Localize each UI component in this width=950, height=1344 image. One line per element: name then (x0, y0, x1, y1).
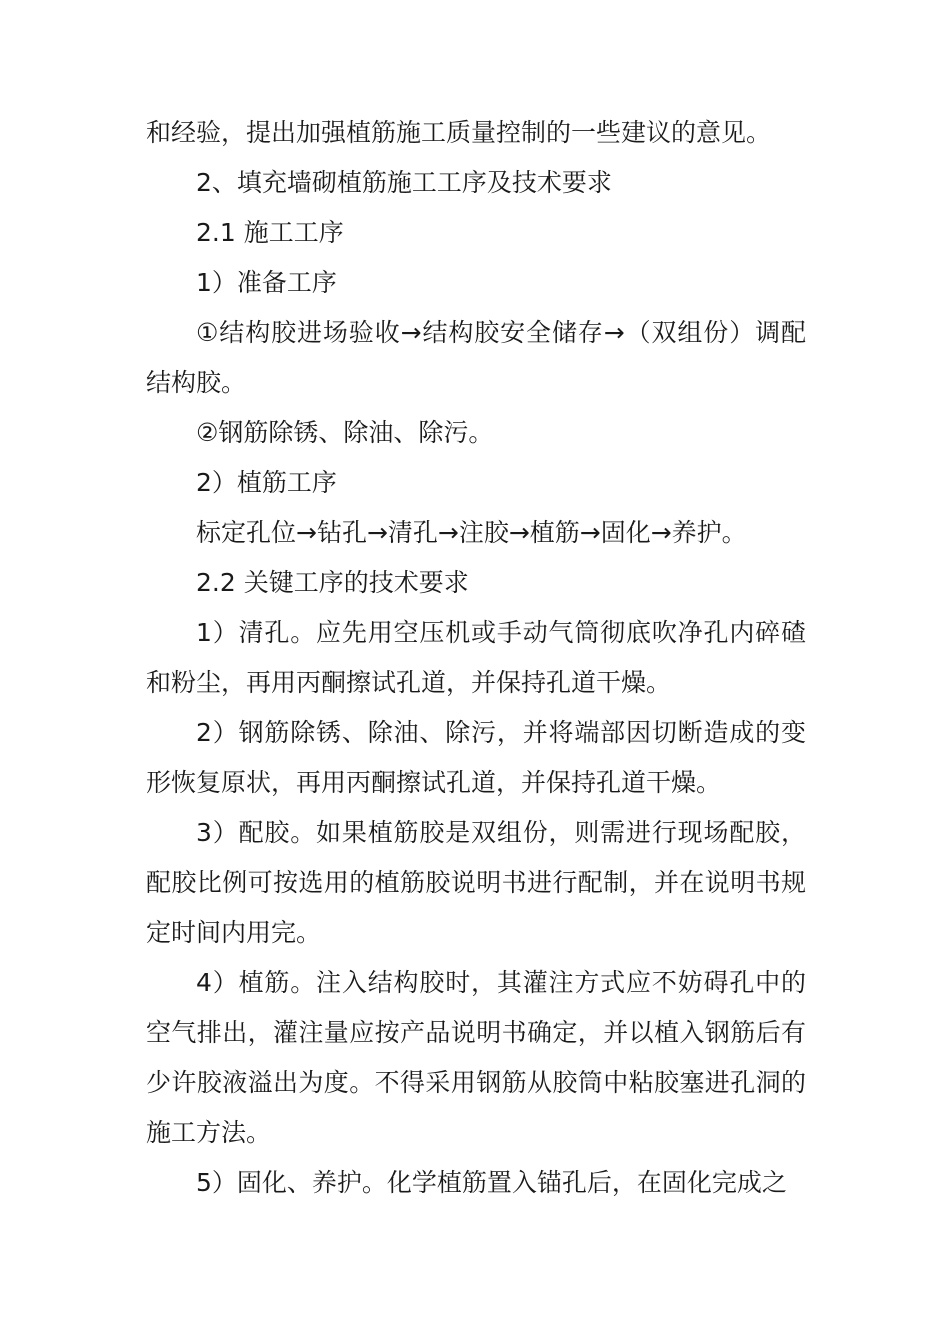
subsection-heading-2-2: 2.2 关键工序的技术要求 (196, 568, 469, 597)
paragraph-glue-mixing: 3）配胶。如果植筋胶是双组份，则需进行现场配胶，配胶比例可按选用的植筋胶说明书进行配制，并在说明书规定时间内用完。 (146, 818, 806, 947)
section-heading-2: 2、填充墙砌植筋施工工序及技术要求 (196, 168, 612, 197)
paragraph-intro-continuation: 和经验，提出加强植筋施工质量控制的一些建议的意见。 (146, 118, 772, 147)
paragraph-rebar-cleaning: 2）钢筋除锈、除油、除污，并将端部因切断造成的变形恢复原状，再用丙酮擦试孔道，并保持孔道干燥。 (146, 718, 806, 797)
list-heading-preparation: 1）准备工序 (196, 268, 337, 297)
paragraph-preparation-step-1: ①结构胶进场验收→结构胶安全储存→（双组份）调配结构胶。 (146, 318, 806, 397)
paragraph-hole-cleaning: 1）清孔。应先用空压机或手动气筒彻底吹净孔内碎碴和粉尘，再用丙酮擦试孔道，并保持孔道干燥。 (146, 618, 806, 697)
list-heading-planting: 2）植筋工序 (196, 468, 337, 497)
paragraph-curing: 5）固化、养护。化学植筋置入锚孔后，在固化完成之 (196, 1168, 787, 1197)
document-body (146, 108, 806, 1208)
paragraph-planting-steps: 标定孔位→钻孔→清孔→注胶→植筋→固化→养护。 (196, 518, 747, 547)
paragraph-rebar-planting: 4）植筋。注入结构胶时，其灌注方式应不妨碍孔中的空气排出，灌注量应按产品说明书确定，并以植入钢筋后有少许胶液溢出为度。不得采用钢筋从胶筒中粘胶塞进孔洞的施工方法。 (146, 968, 806, 1147)
subsection-heading-2-1: 2.1 施工工序 (196, 218, 344, 247)
paragraph-preparation-step-2: ②钢筋除锈、除油、除污。 (196, 418, 494, 447)
